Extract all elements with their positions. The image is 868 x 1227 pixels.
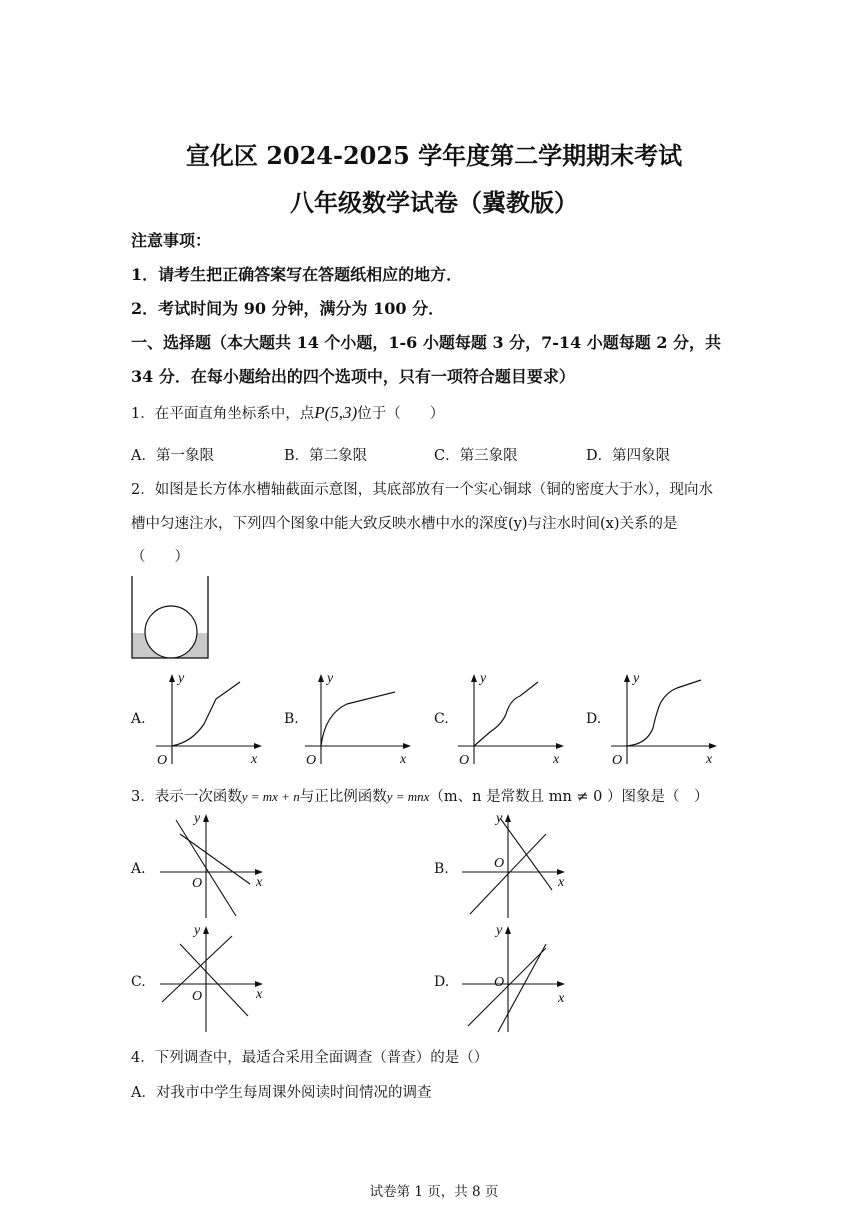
q2-option-c-label: C. [434,711,449,727]
x-axis-label: x [558,875,565,890]
curve [627,680,701,746]
exam-subtitle: 八年级数学试卷（冀教版） [290,188,578,217]
q3-mid: 与正比例函数 [299,789,387,805]
q4-option-a: A．对我市中学生每周课外阅读时间情况的调查 [131,1085,432,1101]
note-item: 2．考试时间为 90 分钟，满分为 100 分． [131,299,445,318]
x-axis-label: x [256,875,263,890]
origin-label: O [612,753,623,768]
x-axis-label: x [400,752,407,767]
origin-label: O [494,856,505,871]
line-2 [180,834,250,884]
y-axis-label: y [496,811,503,826]
question-3-stem [131,785,709,806]
q3-option-b-label: B. [434,861,449,877]
curve [321,692,395,746]
q3-linear-function: y = mx + n [241,789,300,804]
q3-graph-a [152,808,282,922]
q3-option-d-label: D. [434,974,450,990]
q2-option-d-label: D. [586,711,602,727]
section-heading-line2: 34 分．在每小题给出的四个选项中，只有一项符合题目要求） [131,367,575,386]
q1-option-b: B．第二象限 [284,448,368,464]
y-axis-label: y [194,923,201,938]
q1-option-a: A．第一象限 [131,448,214,464]
curve [474,682,538,746]
q1-prefix: 1．在平面直角坐标系中，点 [131,406,315,422]
q2-option-a-label: A. [131,711,146,727]
question-2-line3: （ ） [131,549,189,565]
q2-graph-c [452,666,572,770]
q3-graph-d [454,920,584,1034]
q3-graph-c [152,920,282,1034]
x-axis-label: x [256,987,263,1002]
q1-option-d: D．第四象限 [586,448,671,464]
origin-label: O [459,753,470,768]
y-axis-label: y [327,671,334,686]
q1-suffix: 位于（ ） [357,406,445,422]
y-axis-label: y [496,923,503,938]
water-tank-diagram [126,572,216,664]
q3-suffix: （m、n 是常数且 mn ≠ 0 ）图象是（ ） [429,789,709,805]
y-axis-label: y [178,671,185,686]
origin-label: O [157,753,168,768]
q1-option-c: C．第三象限 [434,448,518,464]
q3-prefix: 3．表示一次函数 [131,789,242,805]
question-2-line2: 槽中匀速注水，下列四个图象中能大致反映水槽中水的深度(y)与注水时间(x)关系的是 [131,516,678,532]
q2-graph-b [299,666,419,770]
exam-title: 宣化区 2024-2025 学年度第二学期期末考试 [185,141,683,170]
y-axis-label: y [633,671,640,686]
q3-option-c-label: C. [131,974,146,990]
x-axis-label: x [706,752,713,767]
line-2 [498,944,546,1032]
line-2 [180,944,248,1016]
x-axis-label: x [553,752,560,767]
curve [172,682,240,746]
q2-graph-a [150,666,270,770]
x-axis-label: x [251,752,258,767]
y-axis-label: y [194,811,201,826]
q3-graph-b [454,808,584,922]
x-axis-label: x [558,991,565,1006]
origin-label: O [192,876,203,891]
copper-ball [145,606,197,658]
question-1-stem [131,402,444,423]
question-4-stem: 4．下列调查中，最适合采用全面调查（普查）的是（） [131,1050,489,1066]
q3-proportional-function: y = mnx [386,789,430,804]
note-item: 1．请考生把正确答案写在答题纸相应的地方． [131,265,463,284]
notes-heading: 注意事项： [131,231,212,250]
line-1 [468,948,546,1026]
origin-label: O [306,753,317,768]
page-footer: 试卷第 1 页，共 8 页 [369,1184,499,1200]
q2-option-b-label: B. [284,711,299,727]
q3-option-a-label: A. [131,861,146,877]
section-heading-line1: 一、选择题（本大题共 14 个小题，1-6 小题每题 3 分，7-14 小题每题 2 分，共 [131,333,722,352]
q1-point: P(5,3) [314,403,358,422]
question-2-line1: 2．如图是长方体水槽轴截面示意图，其底部放有一个实心铜球（铜的密度大于水），现向水 [131,482,713,498]
y-axis-label: y [480,671,487,686]
origin-label: O [494,975,505,990]
origin-label: O [192,989,203,1004]
q2-graph-d [605,666,725,770]
